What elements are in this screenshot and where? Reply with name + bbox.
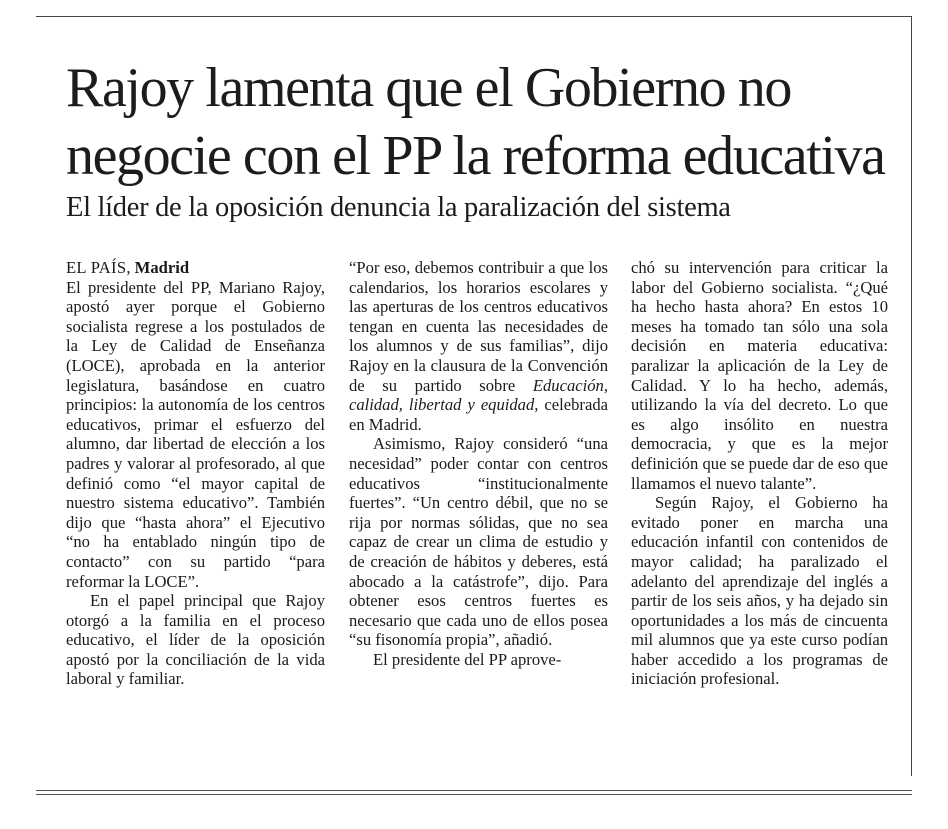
dateline — [66, 258, 325, 278]
subheadline: El líder de la oposición denuncia la paralización del sistema — [66, 192, 731, 223]
dateline-separator: , — [126, 258, 135, 277]
paragraph-text: celebrada en Madrid. — [349, 395, 608, 434]
article-column-3 — [631, 258, 888, 689]
paragraph-text: “Por eso, debemos contribuir a que los calendarios, los horarios escolares y las aperturas de los centros educativos tengan en cuenta las necesidades de los alumnos y de sus familias”, dijo Rajoy en la clausura de la Convención de su partido sobre — [349, 258, 608, 395]
paragraph: Asimismo, Rajoy consideró “una necesidad” poder contar con centros educativos “institucionalmente fuertes”. “Un centro débil, que no se rija por normas sólidas, que no sea capaz de crear un clima de estudio y de creación de hábitos y deberes, está abocado a la catástrofe”, dijo. Para obtener esos centros fuertes es necesario que cada uno de ellos posea “su fisonomía propia”, añadió. — [349, 434, 608, 650]
bottom-rule — [36, 794, 912, 795]
headline: Rajoy lamenta que el Gobierno no negocie con el PP la reforma educativa — [66, 57, 885, 187]
article-column-1 — [66, 258, 325, 689]
dateline-city: Madrid — [134, 258, 190, 277]
paragraph — [349, 258, 608, 434]
dateline-source: EL PAÍS — [66, 258, 127, 277]
bottom-rule — [36, 790, 912, 791]
paragraph: El presidente del PP, Mariano Rajoy, apostó ayer porque el Gobierno socialista regrese a los postulados de la Ley de Calidad de Enseñanza (LOCE), aprobada en la anterior legislatura, basándose en cuatro principios: la autonomía de los centros educativos, primar el esfuerzo del alumno, dar libertad de elección a los padres y valorar al profesorado, al que definió como “el mayor capital de nuestro sistema educativo”. También dijo que “hasta ahora” el Ejecutivo “no ha entablado ningún tipo de contacto” con su partido “para reformar la LOCE”. — [66, 277, 325, 591]
paragraph: En el papel principal que Rajoy otorgó a la familia en el proceso educativo, el líder de la oposición apostó por la conciliación de la vida laboral y familiar. — [66, 591, 325, 689]
article-column-2 — [349, 258, 608, 669]
paragraph: chó su intervención para criticar la labor del Gobierno socialista. “¿Qué ha hecho hasta ahora? En estos 10 meses ha tomado tan sólo una sola decisión en materia educativa: paralizar la aplicación de la Ley de Calidad. Y lo ha hecho, además, utilizando la vía del decreto. Lo que es algo insólito en nuestra democracia, y que es la mejor definición que se puede dar de eso que llamamos el nuevo talante”. — [631, 258, 888, 493]
paragraph: Según Rajoy, el Gobierno ha evitado poner en marcha una educación infantil con contenidos de mayor calidad; ha paralizado el adelanto del aprendizaje del inglés a partir de los seis años, y ha dejado sin oportunidades a los más de cincuenta mil alumnos que ya este curso podían haber accedido a los programas de iniciación profesional. — [631, 493, 888, 689]
paragraph: El presidente del PP aprove- — [373, 649, 562, 669]
convention-title: Educación, calidad, libertad y equidad, — [349, 375, 608, 415]
